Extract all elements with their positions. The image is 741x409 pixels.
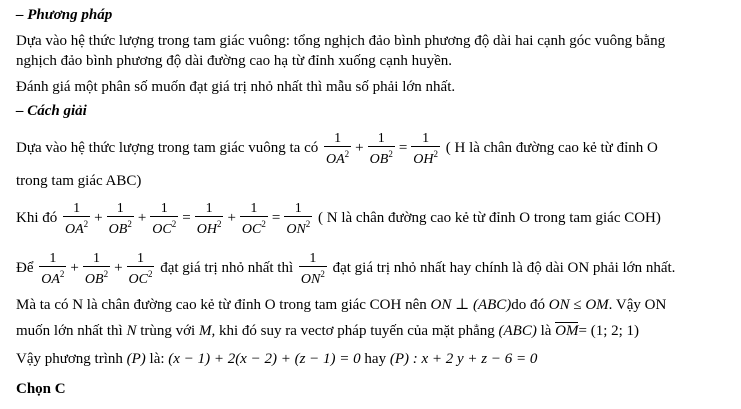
solution-line3-pre: Khi đó	[16, 210, 58, 226]
solution-line4-pre: Để	[16, 260, 34, 276]
solution-line5-post: . Vậy ON	[608, 297, 667, 313]
fraction-oa: $\frac{1}{OA^2}$	[41, 250, 65, 287]
fraction-ob: $\frac{1}{OB^2}$	[369, 130, 393, 167]
method-para1-line2: nghịch đảo bình phương độ dài đường cao hạ từ đỉnh xuống cạnh huyền.	[16, 53, 453, 69]
solution-line5-mid: do đó	[511, 297, 546, 313]
method-heading: – Phương pháp	[16, 7, 113, 23]
solution-line3-post: ( N là chân đường cao kẻ từ đỉnh O trong tam giác COH)	[318, 210, 661, 226]
solution-line6-mid: trùng với	[140, 323, 196, 339]
answer-label: Chọn C	[16, 381, 66, 397]
solution-line7	[16, 350, 537, 368]
solution-line6-la: là	[540, 323, 552, 339]
equation-1: (x − 1) + 2(x − 2) + (z − 1) = 0	[168, 351, 361, 367]
fraction-on: $\frac{1}{ON^2}$	[286, 200, 311, 237]
solution-line4-mid: đạt giá trị nhỏ nhất thì	[160, 260, 294, 276]
solution-line5	[16, 296, 666, 314]
method-para1-line1: Dựa vào hệ thức lượng trong tam giác vuông: tổng nghịch đảo bình phương độ dài hai cạnh góc vuông bằng	[16, 33, 666, 49]
fraction-oc: $\frac{1}{OC^2}$	[128, 250, 153, 287]
plane-p: (P)	[126, 351, 146, 367]
solution-line4-post: đạt giá trị nhỏ nhất hay chính là độ dài ON phải lớn nhất.	[332, 260, 676, 276]
vector-om: OM	[555, 323, 579, 339]
equation-2: (P) : x + 2 y + z − 6 = 0	[389, 351, 538, 367]
method-para2: Đánh giá một phân số muốn đạt giá trị nhỏ nhất thì mẫu số phải lớn nhất.	[16, 79, 456, 95]
solution-line1-post: ( H là chân đường cao kẻ từ đỉnh O	[445, 140, 658, 156]
fraction-oc: $\frac{1}{OC^2}$	[152, 200, 177, 237]
point-m: M,	[198, 323, 216, 339]
fraction-on: $\frac{1}{ON^2}$	[300, 250, 325, 287]
solution-line6	[16, 322, 639, 340]
solution-heading: – Cách giải	[16, 103, 87, 119]
solution-line3: Khi đó $\frac{1}{OA^2}$ + $\frac{1}{OB^2}$ + $\frac{1}{OC^2}$ = $\frac{1}{OH^2}$ + $\frac{1}{OC^2}$ = $\frac{1}{ON^2}$ ( N là chân đường cao kẻ từ đỉnh O trong tam giác COH)	[16, 200, 661, 237]
solution-line6-post: khi đó suy ra vectơ pháp tuyến của mặt phẳng	[218, 323, 495, 339]
solution-line7-hay: hay	[364, 351, 387, 367]
solution-line2: trong tam giác ABC)	[16, 173, 142, 189]
point-n: N	[126, 323, 137, 339]
fraction-oh: $\frac{1}{OH^2}$	[196, 200, 222, 237]
fraction-ob: $\frac{1}{OB^2}$	[84, 250, 109, 287]
solution-line4: Để $\frac{1}{OA^2}$ + $\frac{1}{OB^2}$ + $\frac{1}{OC^2}$ đạt giá trị nhỏ nhất thì $\frac{1}{ON^2}$ đạt giá trị nhỏ nhất hay chính là độ dài ON phải lớn nhất.	[16, 250, 676, 287]
leq-expression: ON ≤ OM	[548, 297, 609, 313]
fraction-oh: $\frac{1}{OH^2}$	[413, 130, 439, 167]
fraction-oa: $\frac{1}{OA^2}$	[326, 130, 350, 167]
plane-abc: (ABC)	[498, 323, 537, 339]
fraction-oc: $\frac{1}{OC^2}$	[241, 200, 266, 237]
vector-om-value: = (1; 2; 1)	[578, 323, 640, 339]
solution-line7-la: là:	[149, 351, 165, 367]
solution-line1: Dựa vào hệ thức lượng trong tam giác vuông ta có $\frac{1}{OA^2}$ + $\frac{1}{OB^2}$ = $\frac{1}{OH^2}$ ( H là chân đường cao kẻ từ đỉnh O	[16, 130, 658, 167]
solution-line7-pre: Vậy phương trình	[16, 351, 123, 367]
perp-expression: ON ⊥ (ABC)	[430, 297, 512, 313]
solution-line1-text: Dựa vào hệ thức lượng trong tam giác vuông ta có	[16, 140, 319, 156]
fraction-oa: $\frac{1}{OA^2}$	[65, 200, 89, 237]
fraction-ob: $\frac{1}{OB^2}$	[108, 200, 132, 237]
solution-line6-pre: muốn lớn nhất thì	[16, 323, 123, 339]
solution-line5-pre: Mà ta có N là chân đường cao kẻ từ đỉnh O trong tam giác COH nên	[16, 297, 427, 313]
